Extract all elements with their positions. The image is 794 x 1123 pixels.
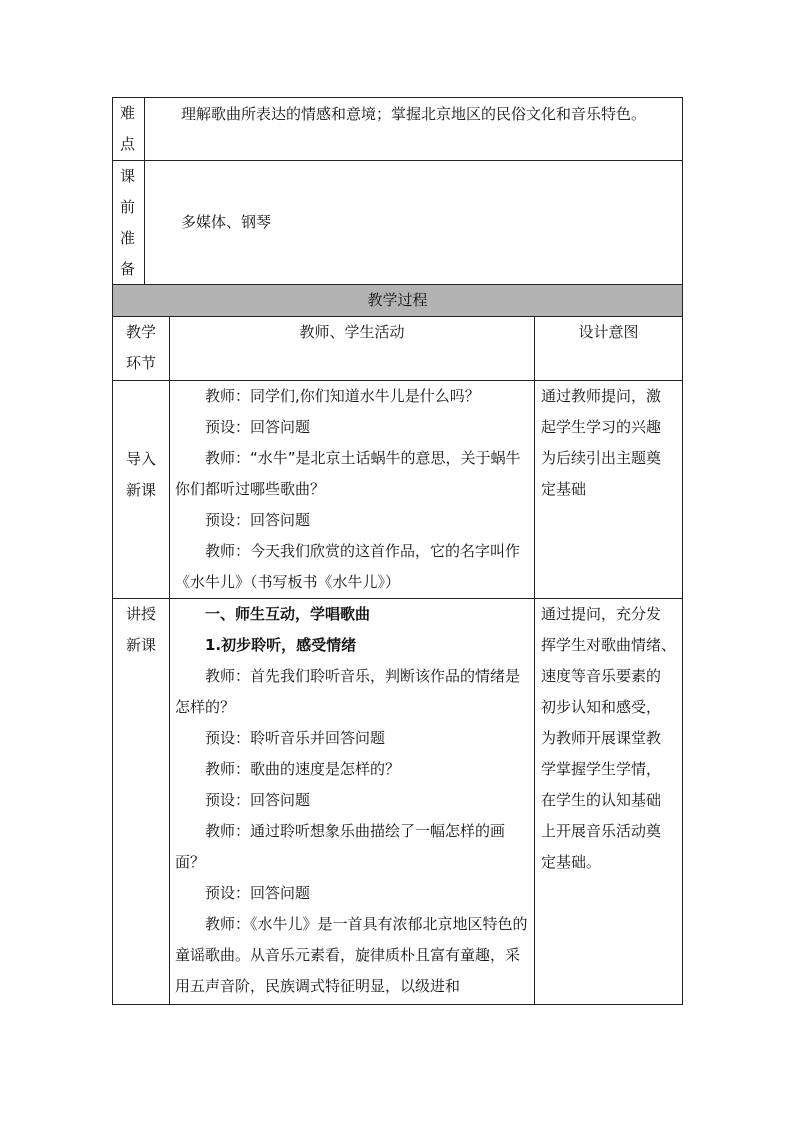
- teaching-line: 预设：聆听音乐并回答问题: [205, 729, 386, 747]
- intro-line: 预设：回答问题: [205, 418, 311, 436]
- intro-intent: 通过教师提问，激 起学生学习的兴趣 为后续引出主题奠 定基础: [534, 381, 682, 598]
- teaching-line: 预设：回答问题: [205, 884, 311, 902]
- header-activity: 教师、学生活动: [169, 317, 534, 380]
- difficulty-content: 理解歌曲所表达的情感和意境；掌握北京地区的民俗文化和音乐特色。: [181, 105, 647, 123]
- teaching-process-title: 教学过程: [112, 284, 683, 316]
- teaching-stage: 讲授 新课: [125, 605, 156, 654]
- teaching-line: 教师：歌曲的速度是怎样的？: [205, 760, 401, 778]
- intro-stage: 导入 新课: [125, 450, 156, 499]
- teaching-line: 教师：《水牛儿》是一首具有浓郁北京地区特色的童谣歌曲。从音乐元素看，旋律质朴且富有童趣，采用五声音阶，民族调式特征明显，以级进和: [175, 915, 528, 995]
- sub-heading: 1.初步聆听，感受情绪: [205, 636, 357, 654]
- difficulty-label: 难 点: [120, 104, 136, 153]
- intro-line: 教师：“水牛”是北京土话蜗牛的意思，关于蜗牛你们都听过哪些歌曲？: [175, 449, 521, 498]
- section-heading: 一、师生互动，学唱歌曲: [205, 605, 371, 623]
- teaching-row: [112, 598, 683, 1005]
- teaching-line: 教师：首先我们聆听音乐，判断该作品的情绪是怎样的？: [175, 667, 521, 716]
- intro-line: 教师：同学们,你们知道水牛儿是什么吗？: [205, 387, 480, 405]
- preparation-row: [112, 160, 683, 284]
- teaching-line: 教师：通过聆听想象乐曲描绘了一幅怎样的画面？: [175, 822, 506, 871]
- intro-row: [112, 380, 683, 598]
- preparation-content-cell: [144, 161, 682, 284]
- header-intent: 设计意图: [534, 317, 682, 380]
- intro-activity: [169, 381, 534, 598]
- preparation-label: 课 前 准 备: [120, 167, 136, 278]
- difficulty-content-cell: [144, 98, 682, 160]
- teaching-intent: 通过提问，充分发 挥学生对歌曲情绪、 速度等音乐要素的 初步认知和感受， 为教师开展课堂教 学掌握学生学情， 在学生的认知基础 上开展音乐活动奠 定基础。: [534, 599, 682, 1004]
- header-row: [112, 316, 683, 380]
- intro-line: 教师：今天我们欣赏的这首作品，它的名字叫作《水牛儿》（书写板书《水牛儿》）: [175, 542, 521, 591]
- difficulty-row: [112, 97, 683, 160]
- intro-line: 预设：回答问题: [205, 511, 311, 529]
- header-stage: 教学 环节: [125, 323, 156, 372]
- preparation-content: 多媒体、钢琴: [181, 213, 272, 231]
- teaching-line: 预设：回答问题: [205, 791, 311, 809]
- teaching-activity: [169, 599, 534, 1004]
